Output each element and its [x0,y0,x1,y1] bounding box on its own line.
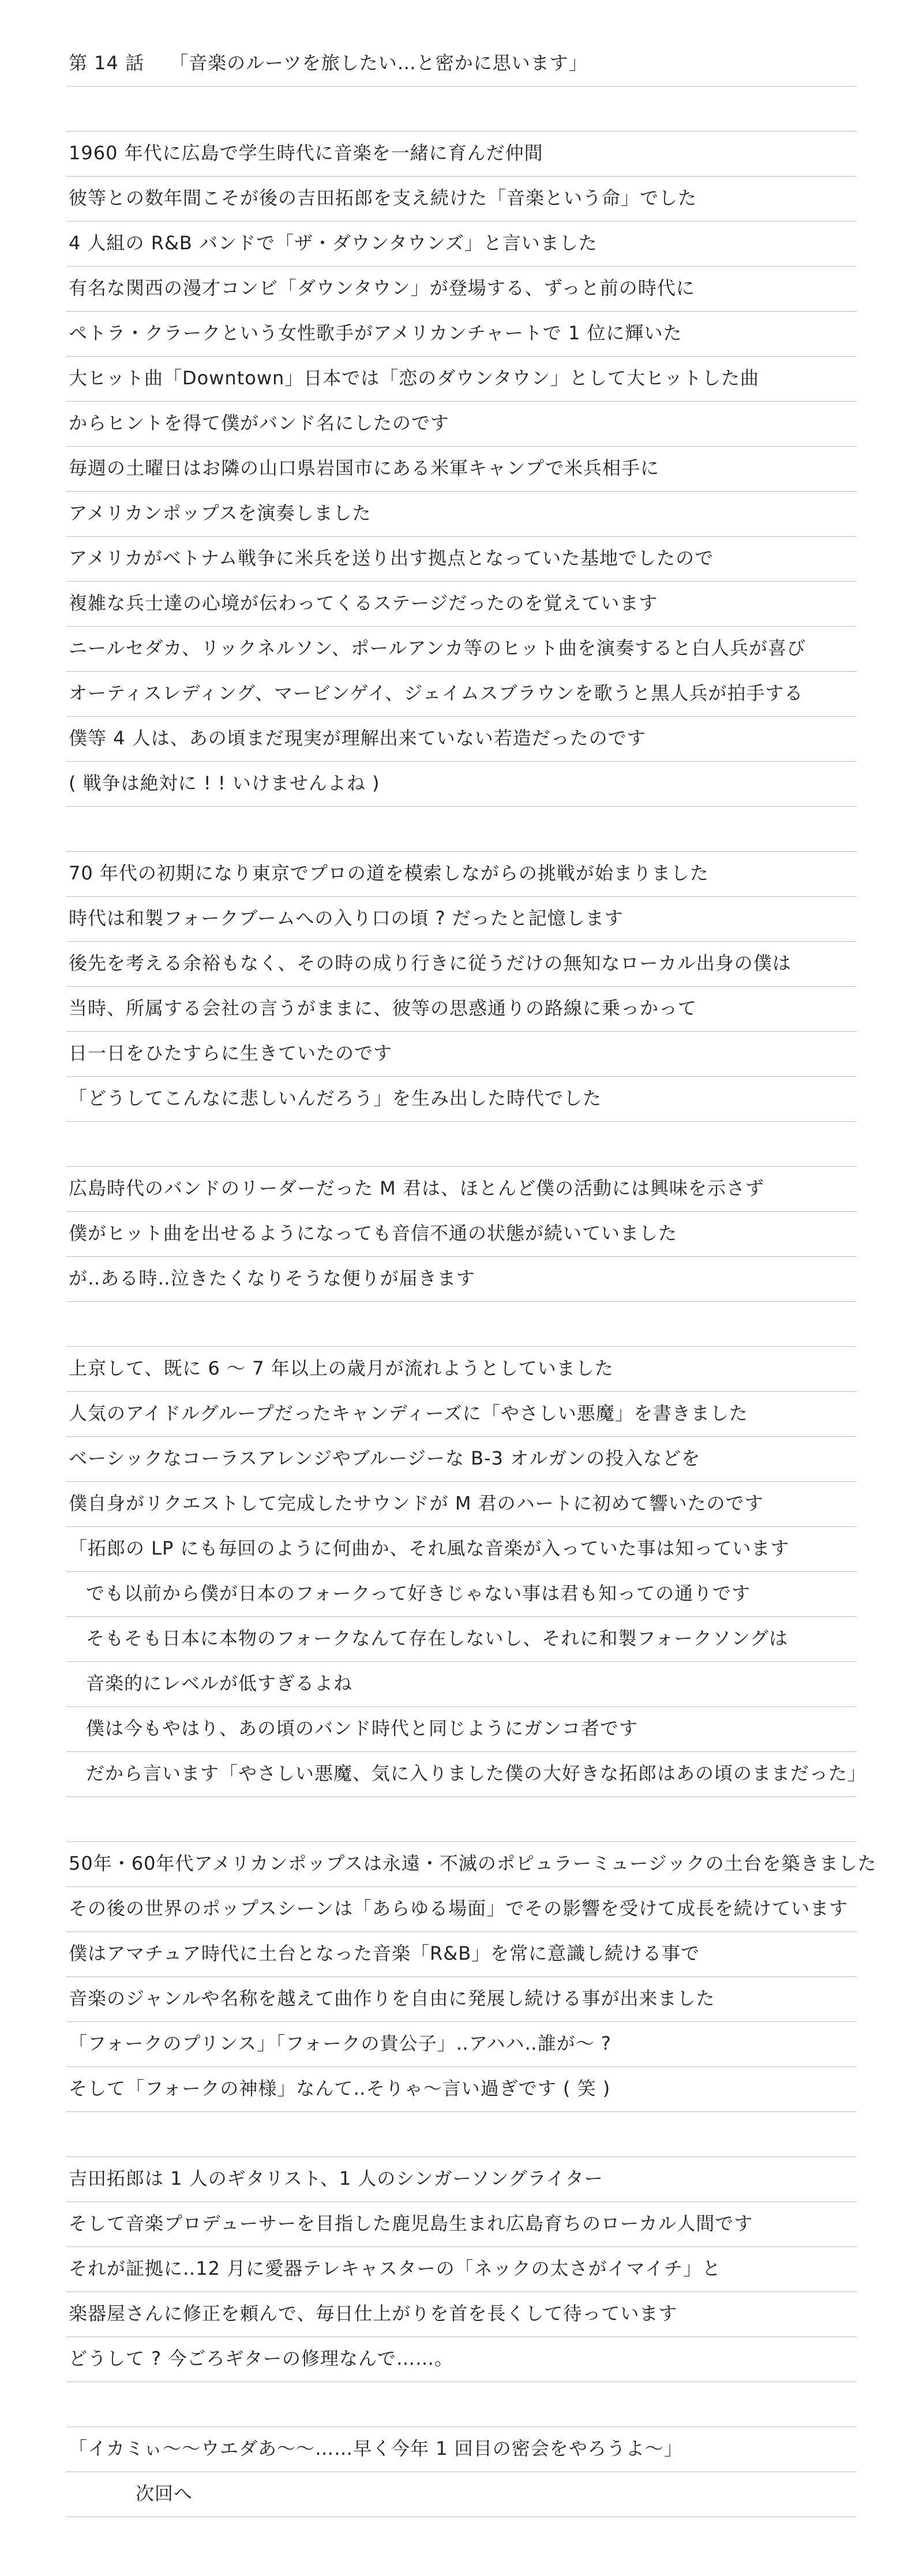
line-text: アメリカンポップスを演奏しました [69,502,372,524]
episode-number: 第 14 話 [69,52,145,74]
line-text: どうして ? 今ごろギターの修理なんで……。 [69,2347,454,2369]
line-text: 時代は和製フォークブームへの入り口の頃 ? だったと記憶します [69,907,624,929]
line-text: そして音楽プロデューサーを目指した鹿児島生まれ広島育ちのローカル人間です [69,2212,753,2234]
text-line [66,1572,857,1617]
text-line [66,1032,857,1077]
blank-line [66,1302,857,1347]
closing-quote-line [66,2427,857,2472]
line-text: 毎週の土曜日はお隣の山口県岩国市にある米軍キャンプで米兵相手に [69,457,659,479]
text-line [66,1347,857,1392]
essay-sheet [66,42,877,2517]
line-text: 日一日をひたすらに生きていたのです [69,1042,393,1064]
text-line [66,987,857,1032]
line-text: 有名な関西の漫才コンビ「ダウンタウン」が登場する、ずっと前の時代に [69,277,695,299]
text-line [66,627,857,672]
line-text: アメリカがベトナム戦争に米兵を送り出す拠点となっていた基地でしたので [69,547,714,569]
text-line [66,132,857,177]
line-text: 吉田拓郎は 1 人のギタリスト、1 人のシンガーソングライター [69,2167,603,2189]
text-line [66,717,857,762]
line-text: からヒントを得て僕がバンド名にしたのです [69,412,450,434]
text-line [66,672,857,717]
text-line [66,2067,857,2112]
text-line [66,447,857,492]
text-line [66,1392,857,1437]
next-episode-line [66,2472,857,2517]
line-text: 僕がヒット曲を出せるようになっても音信不通の状態が続いていました [69,1222,678,1244]
line-text: 大ヒット曲「Downtown」日本では「恋のダウンタウン」として大ヒットした曲 [69,367,760,389]
text-line [66,2022,857,2067]
text-line [66,1077,857,1122]
text-line [66,2247,857,2292]
line-text: ベーシックなコーラスアレンジやブルージーな B-3 オルガンの投入などを [69,1447,701,1469]
text-line [66,852,857,897]
line-text: 人気のアイドルグループだったキャンディーズに「やさしい悪魔」を書きました [69,1402,748,1424]
line-text: だから言います「やさしい悪魔、気に入りました僕の大好きな拓郎はあの頃のままだった」 [86,1762,867,1784]
text-line [66,267,857,312]
line-text: 楽器屋さんに修正を頼んで、毎日仕上がりを首を長くして待っています [69,2302,678,2324]
line-text: 僕等 4 人は、あの頃まだ現実が理解出来ていない若造だったのです [69,727,646,749]
line-text: 広島時代のバンドのリーダーだった M 君は、ほとんど僕の活動には興味を示さず [69,1177,764,1199]
text-line [66,1887,857,1932]
blank-line [66,1797,857,1842]
text-line [66,2337,857,2382]
line-text: でも以前から僕が日本のフォークって好きじゃない事は君も知っての通りです [86,1582,751,1604]
episode-title [69,54,588,72]
line-text: ニールセダカ、リックネルソン、ポールアンカ等のヒット曲を演奏すると白人兵が喜び [69,637,806,659]
line-text: その後の世界のポップスシーンは「あらゆる場面」でその影響を受けて成長を続けています [69,1897,849,1919]
line-text: ( 戦争は絶対に ! ! いけませんよね ) [69,772,380,794]
text-line [66,222,857,267]
line-text: が‥ある時‥泣きたくなりそうな便りが届きます [69,1267,475,1289]
line-text: 彼等との数年間こそが後の吉田拓郎を支え続けた「音楽という命」でした [69,187,697,209]
closing-quote: 「イカミぃ～～ウエダあ～～……早く今年 1 回目の密会をやろうよ～」 [69,2438,683,2459]
line-text: 複雑な兵士達の心境が伝わってくるステージだったのを覚えています [69,592,658,614]
line-text: そもそも日本に本物のフォークなんて存在しないし、それに和製フォークソングは [86,1627,789,1649]
line-text: 「どうしてこんなに悲しいんだろう」を生み出した時代でした [69,1087,602,1109]
text-line [66,1752,867,1797]
text-line [66,1212,857,1257]
line-text: それが証拠に‥12 月に愛器テレキャスターの「ネックの太さがイマイチ」と [69,2257,721,2279]
text-line [66,312,857,357]
line-text: 70 年代の初期になり東京でプロの道を模索しながらの挑戦が始まりました [69,862,709,884]
line-text: 僕自身がリクエストして完成したサウンドが M 君のハートに初めて響いたのです [69,1492,764,1514]
text-line [66,402,857,447]
blank-line [66,807,857,852]
line-text: そして「フォークの神様」なんて‥そりゃ～言い過ぎです ( 笑 ) [69,2077,611,2099]
line-text: オーティスレディング、マービンゲイ、ジェイムスブラウンを歌うと黒人兵が拍手する [69,682,804,704]
text-line [66,1662,857,1707]
line-text: 後先を考える余裕もなく、その時の成り行きに従うだけの無知なローカル出身の僕は [69,952,791,974]
episode-title-row [66,42,857,87]
next-episode-label: 次回へ [136,2483,193,2504]
text-line [66,762,857,807]
line-text: ペトラ・クラークという女性歌手がアメリカンチャートで 1 位に輝いた [69,322,682,344]
line-text: 当時、所属する会社の言うがままに、彼等の思惑通りの路線に乗っかって [69,997,697,1019]
text-line [66,537,857,582]
text-line [66,582,857,627]
text-line [66,942,857,987]
text-line [66,897,857,942]
blank-line [66,1122,857,1167]
line-text: 僕は今もやはり、あの頃のバンド時代と同じようにガンコ者です [86,1717,639,1739]
episode-heading: 「音楽のルーツを旅したい…と密かに思います」 [170,52,588,74]
text-line [66,1437,857,1482]
text-line [66,177,857,222]
text-line [66,2202,857,2247]
text-line [66,1482,857,1527]
text-line [66,1707,857,1752]
text-line [66,1257,857,1302]
text-line [66,1842,877,1887]
blank-line [66,2382,857,2427]
line-text: 音楽のジャンルや名称を越えて曲作りを自由に発展し続ける事が出来ました [69,1987,715,2009]
text-line [66,1167,857,1212]
text-line [66,1527,857,1572]
text-line [66,2292,857,2337]
text-line [66,1977,857,2022]
blank-line [66,2112,857,2157]
line-text: 僕はアマチュア時代に土台となった音楽「R&B」を常に意識し続ける事で [69,1942,700,1964]
line-text: 1960 年代に広島で学生時代に音楽を一緒に育んだ仲間 [69,142,543,164]
blank-line [66,87,857,132]
line-text: 音楽的にレベルが低すぎるよね [86,1672,353,1694]
text-line [66,1932,857,1977]
text-line [66,1617,857,1662]
text-line [66,2157,857,2202]
line-text: 「フォークのプリンス」「フォークの貴公子」‥アハハ‥誰が～ ? [69,2032,611,2054]
line-text: 「拓郎の LP にも毎回のように何曲か、それ風な音楽が入っていた事は知っています [69,1537,790,1559]
line-text: 上京して、既に 6 ～ 7 年以上の歳月が流れようとしていました [69,1357,614,1379]
text-line [66,357,857,402]
text-line [66,492,857,537]
line-text: 4 人組の R&B バンドで「ザ・ダウンタウンズ」と言いました [69,232,598,254]
line-text: 50年・60年代アメリカンポップスは永遠・不滅のポピュラーミュージックの土台を築きました [69,1852,877,1874]
